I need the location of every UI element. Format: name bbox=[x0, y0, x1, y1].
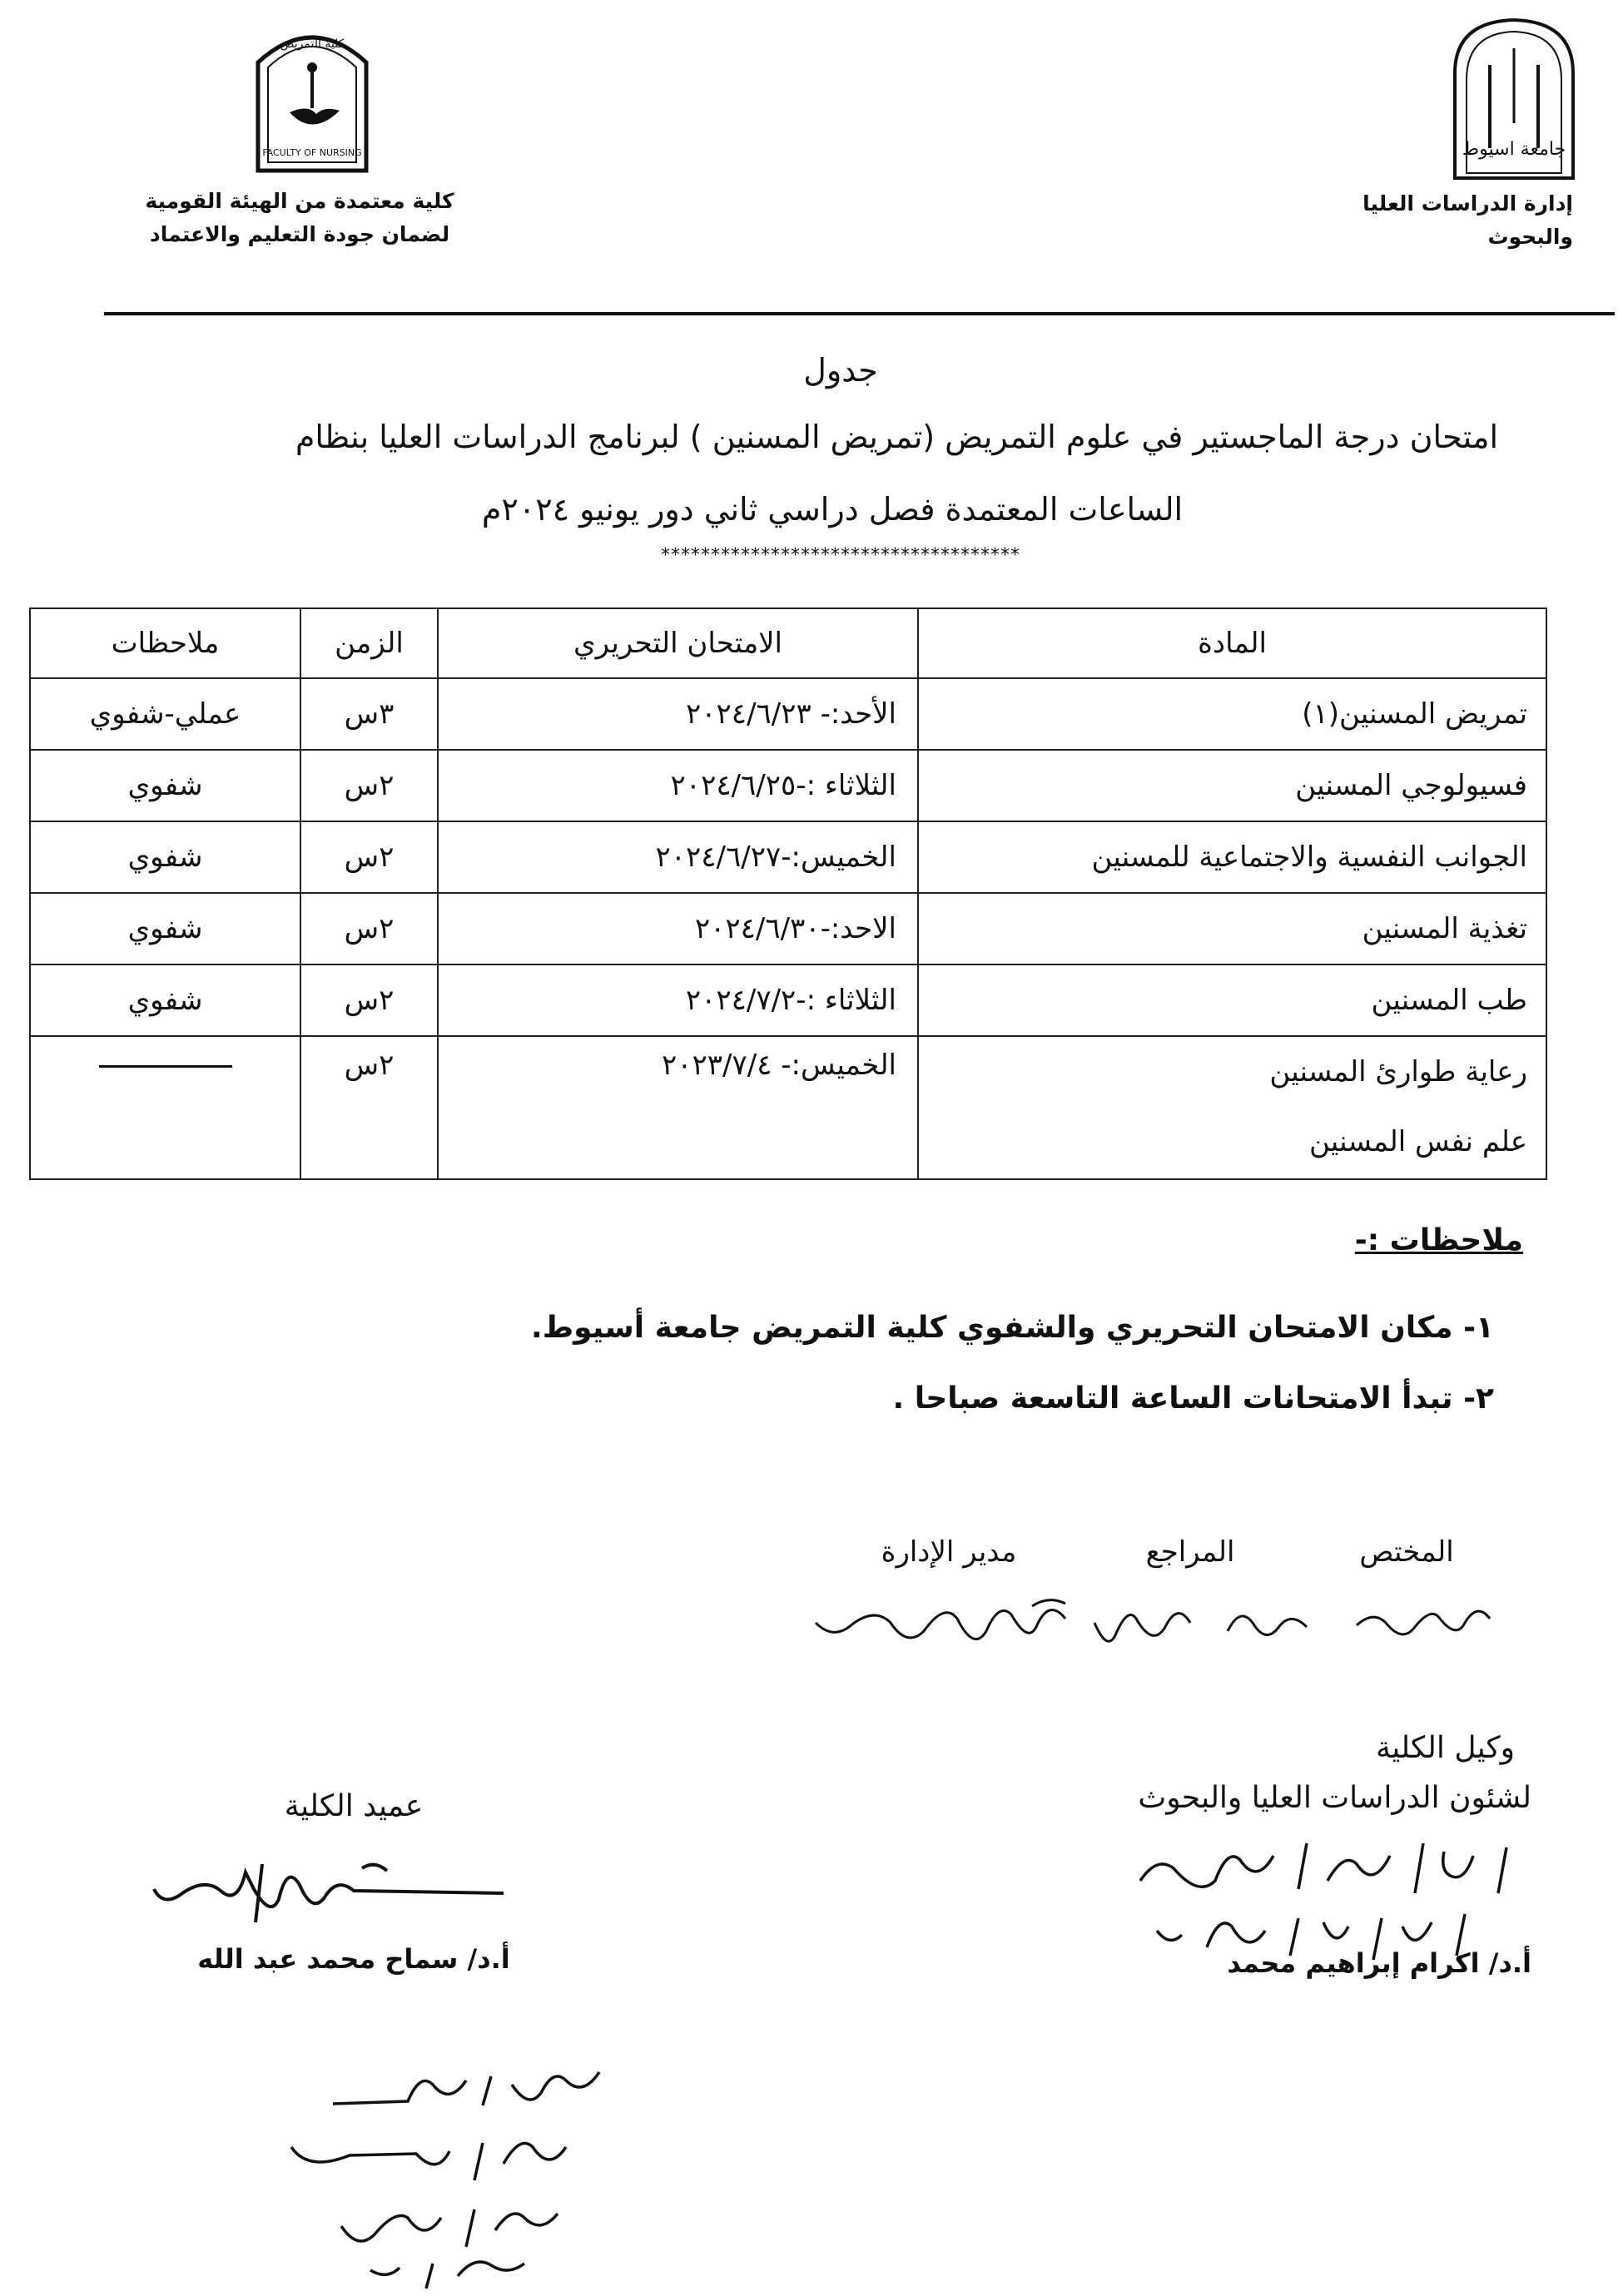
cell-duration: ٢س bbox=[300, 893, 438, 965]
cell-subject-line2: علم نفس المسنين bbox=[1309, 1125, 1527, 1158]
cell-duration: ٢س bbox=[300, 750, 438, 821]
dean-title: عميد الكلية bbox=[284, 1789, 424, 1823]
header-notes: ملاحظات bbox=[30, 608, 300, 678]
cell-notes-dash bbox=[30, 1036, 300, 1179]
table-row bbox=[30, 750, 1546, 821]
document-subtitle-line2: الساعات المعتمدة فصل دراسي ثاني دور يونيو ٢٠٢٤م bbox=[481, 491, 1184, 528]
university-logo bbox=[1448, 15, 1580, 180]
cell-subject: طب المسنين bbox=[918, 965, 1546, 1036]
dash-line bbox=[99, 1065, 232, 1068]
notes-heading: ملاحظات :- bbox=[1354, 1223, 1523, 1257]
note-item: ١- مكان الامتحان التحريري والشفوي كلية التمريض جامعة أسيوط. bbox=[531, 1311, 1494, 1345]
header-subject: المادة bbox=[918, 608, 1546, 678]
role-manager: مدير الإدارة bbox=[881, 1535, 1017, 1569]
cell-duration: ٢س bbox=[300, 821, 438, 893]
table-row bbox=[30, 1036, 1546, 1179]
vice-dean-name: أ.د/ اكرام إبراهيم محمد bbox=[1227, 1947, 1531, 1979]
cell-subject: تمريض المسنين(١) bbox=[918, 678, 1546, 750]
cell-written-exam: الخميس:- ٢٠٢٣/٧/٤ bbox=[438, 1036, 918, 1179]
document-title: جدول bbox=[803, 352, 878, 389]
cell-subject-line1: رعاية طوارئ المسنين bbox=[1269, 1055, 1527, 1088]
cell-written-exam: الثلاثاء :-٢٠٢٤/٧/٢ bbox=[438, 965, 918, 1036]
table-row bbox=[30, 678, 1546, 750]
table-row bbox=[30, 821, 1546, 893]
title-separator: ************************************ bbox=[661, 545, 1020, 566]
college-logo-bottom-text: FACULTY OF NURSING bbox=[262, 147, 362, 158]
header-duration: الزمن bbox=[300, 608, 438, 678]
vice-dean-subtitle: لشئون الدراسات العليا والبحوث bbox=[1138, 1781, 1531, 1815]
note-item: ٢- تبدأ الامتحانات الساعة التاسعة صباحا . bbox=[892, 1381, 1494, 1416]
cell-duration: ٢س bbox=[300, 965, 438, 1036]
cell-notes: شفوي bbox=[30, 893, 300, 965]
vice-dean-title: وكيل الكلية bbox=[1375, 1731, 1515, 1765]
role-specialist: المختص bbox=[1359, 1535, 1454, 1569]
handwritten-annotation bbox=[208, 2055, 641, 2293]
staff-signatures bbox=[799, 1585, 1531, 1660]
table-row bbox=[30, 893, 1546, 965]
document-subtitle-line1: امتحان درجة الماجستير في علوم التمريض (تمريض المسنين ) لبرنامج الدراسات العليا بنظام bbox=[295, 419, 1498, 455]
cell-notes: شفوي bbox=[30, 821, 300, 893]
cell-notes: شفوي bbox=[30, 750, 300, 821]
header-written-exam: الامتحان التحريري bbox=[438, 608, 918, 678]
dean-name: أ.د/ سماح محمد عبد الله bbox=[197, 1943, 510, 1975]
cell-written-exam: الخميس:-٢٠٢٤/٦/٢٧ bbox=[438, 821, 918, 893]
vice-dean-signature bbox=[1074, 1831, 1540, 2006]
cell-written-exam: الأحد:- ٢٠٢٤/٦/٢٣ bbox=[438, 678, 918, 750]
college-accreditation bbox=[125, 185, 474, 251]
cell-duration: ٣س bbox=[300, 678, 438, 750]
cell-subject bbox=[918, 1036, 1546, 1179]
cell-subject: فسيولوجي المسنين bbox=[918, 750, 1546, 821]
college-logo-top-text: كلية التمريض bbox=[280, 37, 345, 51]
college-accreditation-line1: كلية معتمدة من الهيئة القومية bbox=[145, 189, 454, 213]
university-logo-text: جامعة اسيوط bbox=[1462, 139, 1566, 160]
dean-signature bbox=[146, 1839, 520, 1947]
college-accreditation-line2: لضمان جودة التعليم والاعتماد bbox=[149, 222, 450, 246]
cell-notes: شفوي bbox=[30, 965, 300, 1036]
table-row bbox=[30, 965, 1546, 1036]
cell-written-exam: الثلاثاء :-٢٠٢٤/٦/٢٥ bbox=[438, 750, 918, 821]
cell-subject: تغذية المسنين bbox=[918, 893, 1546, 965]
college-logo bbox=[250, 12, 375, 175]
cell-subject: الجوانب النفسية والاجتماعية للمسنين bbox=[918, 821, 1546, 893]
cell-duration: ٢س bbox=[300, 1036, 438, 1179]
role-reviewer: المراجع bbox=[1145, 1535, 1235, 1569]
department-name: إدارة الدراسات العليا والبحوث bbox=[1362, 191, 1573, 249]
cell-notes: عملي-شفوي bbox=[30, 678, 300, 750]
header-divider bbox=[104, 312, 1615, 315]
table-header-row bbox=[30, 608, 1546, 678]
exam-schedule-table bbox=[29, 607, 1547, 1180]
cell-written-exam: الاحد:-٢٠٢٤/٦/٣٠ bbox=[438, 893, 918, 965]
